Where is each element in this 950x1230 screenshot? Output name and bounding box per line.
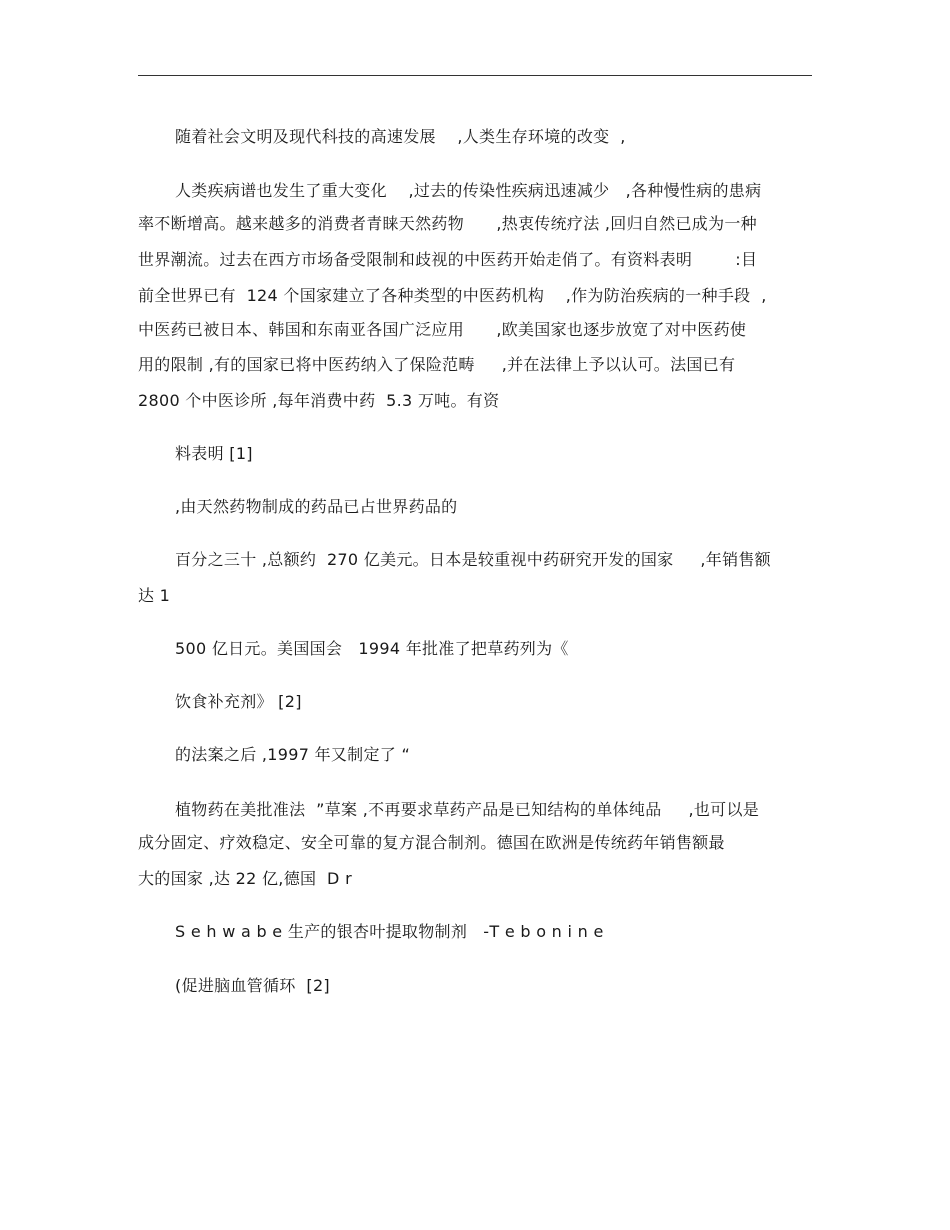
text-line: 料表明 [1] [175, 444, 253, 463]
text-line: 中医药已被日本、韩国和东南亚各国广泛应用 ,欧美国家也逐步放宽了对中医药使 [138, 320, 747, 339]
text-line: 2800 个中医诊所 ,每年消费中药 5.3 万吨。有资 [138, 391, 500, 410]
text-line: 世界潮流。过去在西方市场备受限制和歧视的中医药开始走俏了。有资料表明 :目 [138, 250, 758, 269]
text-line: 用的限制 ,有的国家已将中医药纳入了保险范畴 ,并在法律上予以认可。法国已有 [138, 355, 736, 374]
text-line: 百分之三十 ,总额约 270 亿美元。日本是较重视中药研究开发的国家 ,年销售额 [175, 550, 771, 569]
header-rule [138, 75, 812, 76]
text-line: 前全世界已有 124 个国家建立了各种类型的中医药机构 ,作为防治疾病的一种手段 , [138, 286, 767, 305]
text-line: 的法案之后 ,1997 年又制定了 “ [175, 745, 411, 764]
text-line: 成分固定、疗效稳定、安全可靠的复方混合制剂。德国在欧洲是传统药年销售额最 [138, 833, 725, 852]
text-line: 人类疾病谱也发生了重大变化 ,过去的传染性疾病迅速减少 ,各种慢性病的患病 [175, 181, 762, 200]
text-line: 达 1 [138, 586, 171, 605]
text-line: 饮食补充剂》 [2] [175, 692, 302, 711]
text-line: (促进脑血管循环 [2] [175, 976, 330, 995]
text-line: S e h w a b e 生产的银杏叶提取物制剂 -T e b o n i n e [175, 922, 604, 941]
text-line: 随着社会文明及现代科技的高速发展 ,人类生存环境的改变 , [175, 127, 626, 146]
text-line: ,由天然药物制成的药品已占世界药品的 [175, 497, 458, 516]
text-line: 率不断增高。越来越多的消费者青睐天然药物 ,热衷传统疗法 ,回归自然已成为一种 [138, 214, 757, 233]
text-line: 大的国家 ,达 22 亿,德国 D r [138, 869, 352, 888]
text-line: 500 亿日元。美国国会 1994 年批准了把草药列为《 [175, 639, 569, 658]
text-line: 植物药在美批准法 ”草案 ,不再要求草药产品是已知结构的单体纯品 ,也可以是 [175, 800, 760, 819]
